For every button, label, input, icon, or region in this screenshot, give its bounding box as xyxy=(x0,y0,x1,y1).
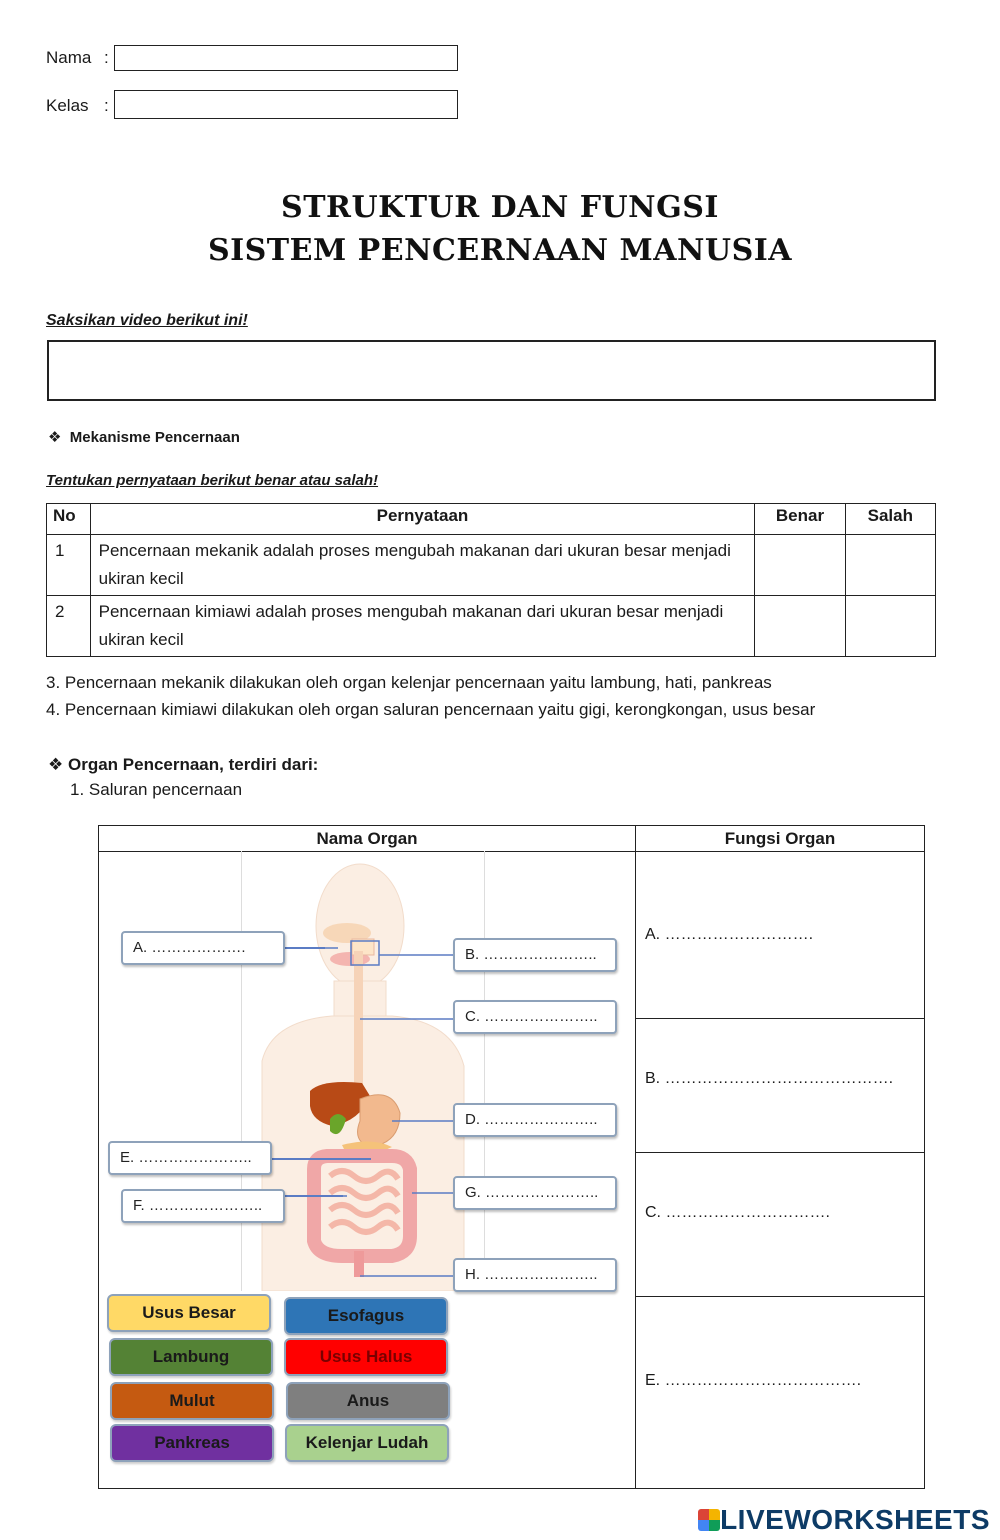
organ-table xyxy=(98,825,925,1489)
kelas-input[interactable] xyxy=(114,90,458,119)
statement-table xyxy=(46,503,936,657)
row-statement: Pencernaan kimiawi adalah proses mengubah makanan dari ukuran besar menjadi ukiran kecil xyxy=(90,596,755,657)
row-divider xyxy=(635,1152,924,1153)
diamond-bullet-icon: ❖ xyxy=(48,429,62,446)
header-no: No xyxy=(47,504,91,535)
col-fungsi-organ: Fungsi Organ xyxy=(724,829,836,848)
row-statement: Pencernaan mekanik adalah proses mengubah makanan dari ukuran besar menjadi ukiran kecil xyxy=(90,535,755,596)
connector-a xyxy=(283,947,325,949)
option-chip[interactable]: Lambung xyxy=(109,1338,273,1376)
benar-cell-1[interactable] xyxy=(755,535,845,596)
option-chip[interactable]: Usus Besar xyxy=(107,1294,271,1332)
label-box-e[interactable]: E. ………………….. xyxy=(108,1141,272,1175)
header-pernyataan: Pernyataan xyxy=(90,504,755,535)
salah-cell-1[interactable] xyxy=(845,535,935,596)
label-box-h[interactable]: H. ………………….. xyxy=(453,1258,617,1292)
video-embed[interactable] xyxy=(47,340,936,401)
page-title-line2: SISTEM PENCERNAAN MANUSIA xyxy=(207,233,793,268)
col-nama-organ: Nama Organ xyxy=(316,829,418,848)
table-row xyxy=(47,596,936,657)
nama-colon: : xyxy=(104,48,109,67)
organ-subitem: 1. Saluran pencernaan xyxy=(70,780,243,799)
label-box-d[interactable]: D. ………………….. xyxy=(453,1103,617,1137)
liveworksheets-mark-icon xyxy=(698,1509,720,1531)
row-divider xyxy=(635,1018,924,1019)
statement-4: 4. Pencernaan kimiawi dilakukan oleh organ saluran pencernaan yaitu gigi, kerongkongan, usus besar xyxy=(46,700,816,719)
option-chip[interactable]: Mulut xyxy=(110,1382,274,1420)
table-row xyxy=(47,535,936,596)
label-box-g[interactable]: G. ………………….. xyxy=(453,1176,617,1210)
liveworksheets-logo: LIVEWORKSHEETS xyxy=(698,1504,990,1536)
row-divider xyxy=(635,1296,924,1297)
organ-heading: ❖ Organ Pencernaan, terdiri dari: xyxy=(48,755,319,774)
mekanisme-heading: ❖ Mekanisme Pencernaan xyxy=(48,429,240,446)
benar-cell-2[interactable] xyxy=(755,596,845,657)
video-instruction: Saksikan video berikut ini! xyxy=(46,312,248,329)
table-header-row xyxy=(47,504,936,535)
esophagus-illustration xyxy=(354,951,363,1101)
nama-input[interactable] xyxy=(114,45,458,71)
label-box-c[interactable]: C. ………………….. xyxy=(453,1000,617,1034)
salah-cell-2[interactable] xyxy=(845,596,935,657)
fungsi-e[interactable]: E. ………………………………. xyxy=(645,1372,862,1389)
option-chip[interactable]: Anus xyxy=(286,1382,450,1420)
statement-3: 3. Pencernaan mekanik dilakukan oleh organ kelenjar pencernaan yaitu lambung, hati, pankreas xyxy=(46,673,772,692)
label-box-f[interactable]: F. ………………….. xyxy=(121,1189,285,1223)
option-chip[interactable]: Pankreas xyxy=(110,1424,274,1462)
label-box-b[interactable]: B. ………………….. xyxy=(453,938,617,972)
digestive-diagram xyxy=(241,851,485,1291)
fungsi-a[interactable]: A. ………………………. xyxy=(645,926,814,943)
nama-label: Nama xyxy=(46,48,92,67)
option-chip[interactable]: Usus Halus xyxy=(284,1338,448,1376)
column-divider xyxy=(635,826,636,1488)
diamond-bullet-icon: ❖ xyxy=(48,755,64,774)
row-no: 2 xyxy=(47,596,91,657)
option-chip[interactable]: Esofagus xyxy=(284,1297,448,1335)
header-benar: Benar xyxy=(755,504,845,535)
header-salah: Salah xyxy=(845,504,935,535)
digestive-system-illustration xyxy=(242,851,484,1291)
header-divider xyxy=(99,851,924,852)
anus-illustration xyxy=(354,1251,364,1277)
mekanisme-instruction: Tentukan pernyataan berikut benar atau salah! xyxy=(46,472,379,489)
connector-e xyxy=(271,1158,371,1160)
kelas-colon: : xyxy=(104,96,109,115)
connector-f xyxy=(283,1195,343,1197)
fungsi-c[interactable]: C. …………………………. xyxy=(645,1204,830,1221)
page-title-line1: STRUKTUR DAN FUNGSI xyxy=(281,190,719,225)
label-box-a[interactable]: A. ………………. xyxy=(121,931,285,965)
kelas-label: Kelas xyxy=(46,96,89,115)
row-no: 1 xyxy=(47,535,91,596)
option-chip[interactable]: Kelenjar Ludah xyxy=(285,1424,449,1462)
fungsi-b[interactable]: B. ……………………………………. xyxy=(645,1070,894,1087)
